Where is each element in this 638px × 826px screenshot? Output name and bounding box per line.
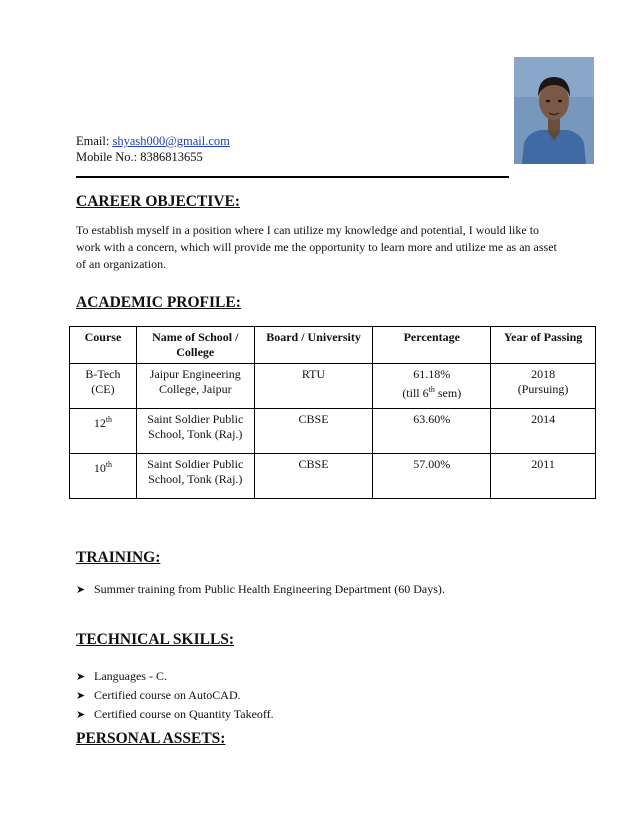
percentage-note-sup: th	[428, 385, 435, 394]
percentage-note-post: sem)	[434, 386, 462, 400]
list-item	[76, 686, 274, 705]
arrowhead-bullet-icon: ➤	[76, 584, 86, 596]
arrowhead-bullet-icon: ➤	[76, 690, 86, 702]
column-header-year: Year of Passing	[491, 327, 596, 364]
training-item-text: Summer training from Public Health Engineering Department (60 Days).	[94, 582, 445, 596]
course-number: 12	[93, 416, 106, 430]
profile-photo	[514, 57, 594, 164]
year-value: 2018	[531, 367, 556, 381]
technical-skills-heading: TECHNICAL SKILLS:	[76, 631, 235, 648]
course-suffix: th	[105, 415, 113, 424]
list-item	[76, 580, 445, 599]
year-note: (Pursuing)	[517, 382, 569, 396]
academic-profile-heading: ACADEMIC PROFILE:	[76, 294, 241, 311]
column-header-board: Board / University	[254, 327, 373, 364]
course-branch: (CE)	[91, 382, 115, 396]
course-name: B-Tech	[85, 367, 121, 381]
percentage-cell: 63.60%	[373, 409, 491, 454]
table-header-row	[70, 327, 596, 364]
mobile-line	[76, 149, 230, 165]
training-list	[76, 580, 445, 599]
percentage-note	[377, 382, 486, 401]
column-header-percentage: Percentage	[373, 327, 491, 364]
list-item	[76, 667, 274, 686]
list-item	[76, 705, 274, 724]
year-cell: 2014	[491, 409, 596, 454]
skills-list	[76, 667, 274, 724]
percentage-note-pre: (till 6	[402, 386, 429, 400]
board-cell: CBSE	[254, 409, 373, 454]
email-line	[76, 133, 230, 149]
percentage-cell: 57.00%	[373, 454, 491, 499]
arrowhead-bullet-icon: ➤	[76, 671, 86, 683]
academic-table	[69, 326, 596, 499]
header-divider	[76, 176, 509, 178]
training-heading: TRAINING:	[76, 549, 161, 566]
percentage-value: 61.18%	[413, 367, 451, 381]
course-number: 10	[93, 461, 106, 475]
course-cell	[70, 409, 137, 454]
percentage-cell	[373, 364, 491, 409]
board-cell: RTU	[254, 364, 373, 409]
table-row	[70, 454, 596, 499]
contact-block	[76, 133, 230, 165]
column-header-school: Name of School / College	[136, 327, 254, 364]
table-row	[70, 364, 596, 409]
skill-item-text: Certified course on AutoCAD.	[94, 688, 241, 702]
school-cell: Jaipur Engineering College, Jaipur	[136, 364, 254, 409]
email-link[interactable]: shyash000@gmail.com	[112, 134, 230, 148]
arrowhead-bullet-icon: ➤	[76, 709, 86, 721]
year-cell	[491, 364, 596, 409]
profile-photo-illustration	[514, 57, 594, 164]
career-objective-heading: CAREER OBJECTIVE:	[76, 193, 241, 210]
school-cell: Saint Soldier Public School, Tonk (Raj.)	[136, 409, 254, 454]
personal-assets-heading: PERSONAL ASSETS:	[76, 730, 226, 747]
year-cell: 2011	[491, 454, 596, 499]
skill-item-text: Certified course on Quantity Takeoff.	[94, 707, 274, 721]
course-cell	[70, 364, 137, 409]
career-objective-text: To establish myself in a position where I can utilize my knowledge and potential, I would like to work with a concern, which will provide me the opportunity to learn more and utilize me as an asset of an organization.	[76, 223, 557, 271]
skill-item-text: Languages - C.	[94, 669, 167, 683]
mobile-label: Mobile No.:	[76, 150, 138, 164]
email-label: Email:	[76, 134, 110, 148]
table-row	[70, 409, 596, 454]
course-cell	[70, 454, 137, 499]
school-cell: Saint Soldier Public School, Tonk (Raj.)	[136, 454, 254, 499]
mobile-number: 8386813655	[140, 150, 203, 164]
column-header-course: Course	[70, 327, 137, 364]
board-cell: CBSE	[254, 454, 373, 499]
course-suffix: th	[105, 460, 113, 469]
